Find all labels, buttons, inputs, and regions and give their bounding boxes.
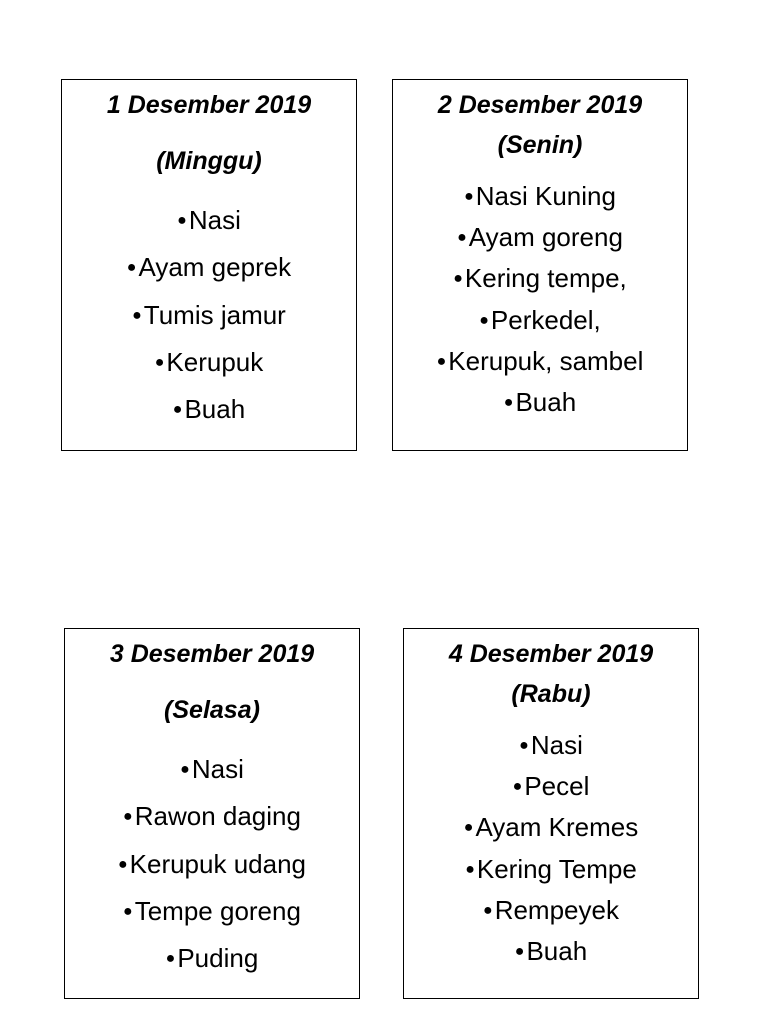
menu-item: ● Kerupuk udang (65, 841, 359, 888)
menu-item: ● Nasi (404, 725, 698, 766)
menu-card-4-desember (403, 628, 699, 999)
menu-day: (Selasa) (164, 696, 260, 724)
menu-item-list (65, 746, 359, 982)
menu-item: ● Kerupuk (62, 339, 356, 386)
menu-item: ● Buah (62, 386, 356, 433)
menu-item: ● Kering Tempe (404, 849, 698, 890)
menu-item: ● Perkedel, (393, 300, 687, 341)
menu-item: ● Nasi (62, 197, 356, 244)
menu-item: ● Buah (393, 382, 687, 423)
menu-item-list (404, 725, 698, 972)
menu-card-1-desember (61, 79, 357, 451)
menu-day: (Senin) (497, 131, 583, 159)
menu-date: 1 Desember 2019 (106, 91, 312, 119)
menu-item: ● Kerupuk, sambel (393, 341, 687, 382)
menu-day: (Minggu) (156, 147, 262, 175)
menu-item: ● Tempe goreng (65, 888, 359, 935)
menu-item: ● Rawon daging (65, 793, 359, 840)
menu-item: ● Buah (404, 931, 698, 972)
menu-item: ● Ayam Kremes (404, 807, 698, 848)
menu-item: ● Rempeyek (404, 890, 698, 931)
menu-item-list (393, 176, 687, 423)
menu-item: ● Ayam geprek (62, 244, 356, 291)
menu-item: ● Ayam goreng (393, 217, 687, 258)
menu-date: 4 Desember 2019 (448, 640, 654, 668)
menu-card-3-desember (64, 628, 360, 999)
menu-item: ● Nasi Kuning (393, 176, 687, 217)
menu-day: (Rabu) (511, 680, 591, 708)
menu-date: 3 Desember 2019 (109, 640, 315, 668)
menu-item: ● Kering tempe, (393, 258, 687, 299)
menu-card-2-desember (392, 79, 688, 451)
menu-item: ● Tumis jamur (62, 292, 356, 339)
menu-item: ● Nasi (65, 746, 359, 793)
menu-date: 2 Desember 2019 (437, 91, 643, 119)
menu-item: ● Pecel (404, 766, 698, 807)
menu-item-list (62, 197, 356, 433)
menu-item: ● Puding (65, 935, 359, 982)
